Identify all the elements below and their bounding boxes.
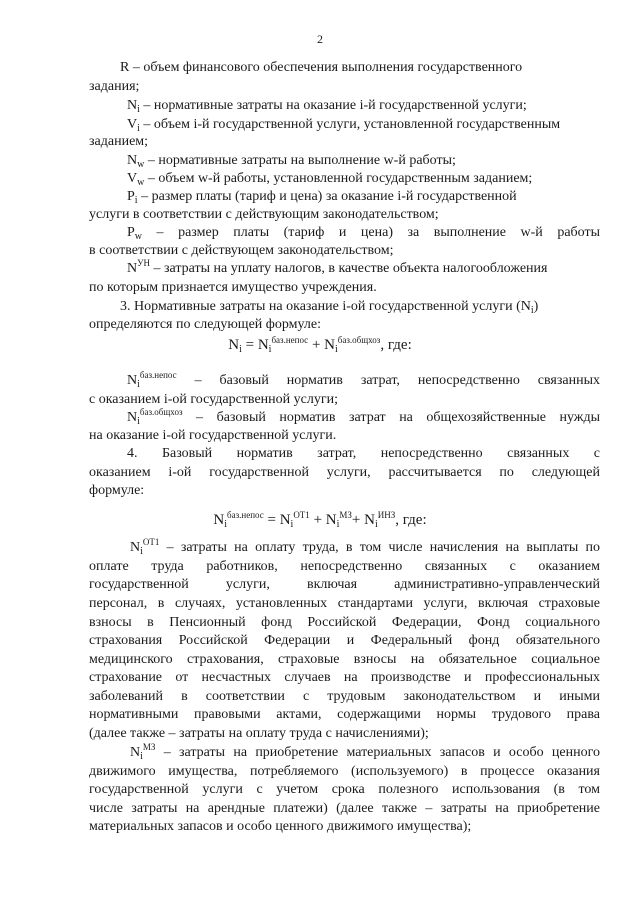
- line-text: 3. Нормативные затраты на оказание i-ой государственной услуги $(N_i)$: [120, 299, 539, 316]
- text-line: [127, 258, 548, 277]
- formula-ni: $N_i = N_i^{баз.непос} + N_i^{баз.общхоз}$, где:: [228, 335, 412, 355]
- text-line: заболеваний в соответствии с трудовым законодательством и иными: [89, 689, 600, 704]
- text-line: по которым признается имущество учреждения.: [89, 280, 377, 295]
- subscript: w: [137, 159, 145, 170]
- text-line: [127, 98, 527, 114]
- text-line: на оказание i-ой государственной услуги.: [89, 428, 337, 443]
- text-line: $N_i^{баз.непос}$ – базовый норматив затрат, непосредственно связанных: [127, 370, 600, 390]
- line-text: – базовый норматив затрат, непосредственно связанных: [176, 373, 600, 388]
- text-line: $N_i^{баз.общхоз}$ – базовый норматив затрат на общехозяйственные нужды: [127, 407, 600, 427]
- text-line: персонал, в случаях, установленных стандартами услуги, включая страховые: [89, 596, 600, 611]
- text-line: [120, 299, 538, 315]
- text-line: (далее также – затраты на оплату труда с начислениями);: [89, 726, 429, 741]
- text-line: [127, 171, 532, 187]
- symbol: P: [127, 189, 135, 204]
- text-line: задания;: [89, 79, 140, 94]
- line-text: – затраты на уплату налогов, в качестве объекта налогообложения: [150, 261, 548, 276]
- text-line: нормативными правовыми актами, содержащими нормы трудового права: [89, 707, 600, 722]
- page-number: 2: [317, 32, 323, 46]
- text-line: числе затраты на арендные платежи) (далее также – затраты на приобретение: [89, 801, 600, 816]
- text-line: 4. Базовый норматив затрат, непосредственно связанных с: [127, 446, 600, 461]
- subscript: i: [134, 195, 138, 206]
- symbol: N: [127, 98, 138, 113]
- text-line: медицинского страхования, страховые взносы на обязательное социальное: [89, 652, 600, 667]
- text-line: [127, 225, 600, 241]
- symbol: P: [127, 225, 135, 240]
- symbol: N: [127, 261, 138, 276]
- text-line: оказанием i-ой государственной услуги, рассчитывается по следующей: [89, 465, 600, 480]
- text-line: в соответствии с действующем законодательством;: [89, 243, 394, 258]
- text-line: страхование от несчастных случаев на производстве и профессиональных: [89, 670, 600, 685]
- text-line: определяются по следующей формуле:: [89, 317, 321, 332]
- text-line: [127, 117, 560, 133]
- subscript: w: [137, 177, 145, 188]
- text-line: [127, 189, 517, 205]
- line-text: – нормативные затраты на выполнение w-й работы;: [144, 153, 456, 168]
- text-line: взносы в Пенсионный фонд Российской Федерации, Фонд социального: [89, 615, 600, 630]
- symbol: V: [127, 117, 138, 132]
- text-line: страхования Российской Федерации и Федеральный фонд обязательного: [89, 633, 600, 648]
- line-text: – размер платы (тариф и цена) за оказание i-й государственной: [137, 189, 517, 204]
- text-line: R – объем финансового обеспечения выполнения государственного: [120, 60, 523, 75]
- subscript: i: [137, 104, 140, 115]
- line-text: – объем i-й государственной услуги, установленной государственным: [139, 117, 561, 132]
- line-text: – размер платы (тариф и цена) за выполнение w-й работы: [142, 225, 600, 240]
- text-line: услуги в соответствии с действующим законодательством;: [89, 207, 439, 222]
- text-line: заданием;: [89, 134, 149, 149]
- subscript: i: [137, 123, 140, 134]
- text-line: оплате труда работников, непосредственно связанных с оказанием: [89, 559, 600, 574]
- text-line: $N_i^{ОТ1}$ – затраты на оплату труда, в том числе начисления на выплаты по: [130, 537, 600, 557]
- text-line: с оказанием i-ой государственной услуги;: [89, 392, 338, 407]
- text-line: $N_i^{МЗ}$ – затраты на приобретение материальных запасов и особо ценного: [130, 742, 600, 762]
- text-line: [127, 153, 456, 169]
- text-line: государственной услуги с учетом срока полезного использования (в том: [89, 782, 600, 797]
- line-text: – затраты на приобретение материальных запасов и особо ценного: [155, 745, 600, 760]
- line-text: – базовый норматив затрат на общехозяйственные нужды: [182, 410, 600, 425]
- text-line: движимого имущества, потребляемого (используемого) в процессе оказания: [89, 764, 600, 779]
- text-line: формуле:: [89, 483, 145, 498]
- symbol: V: [127, 171, 138, 186]
- subscript: w: [134, 231, 143, 242]
- formula-baz-nepos: $N_i^{баз.непос} = N_i^{ОТ1} + N_i^{МЗ}+ N_i^{ИНЗ}$, где:: [213, 510, 427, 530]
- text-line: материальных запасов и особо ценного движимого имущества);: [89, 819, 472, 834]
- text-line: государственной услуги, включая административно-управленческий: [89, 577, 600, 592]
- line-text: – объем w-й работы, установленной государственным заданием;: [144, 171, 533, 186]
- symbol: N: [127, 153, 138, 168]
- line-text: – затраты на оплату труда, в том числе начисления на выплаты по: [159, 540, 600, 555]
- superscript: УН: [137, 258, 150, 268]
- line-text: – нормативные затраты на оказание i-й государственной услуги;: [139, 98, 527, 113]
